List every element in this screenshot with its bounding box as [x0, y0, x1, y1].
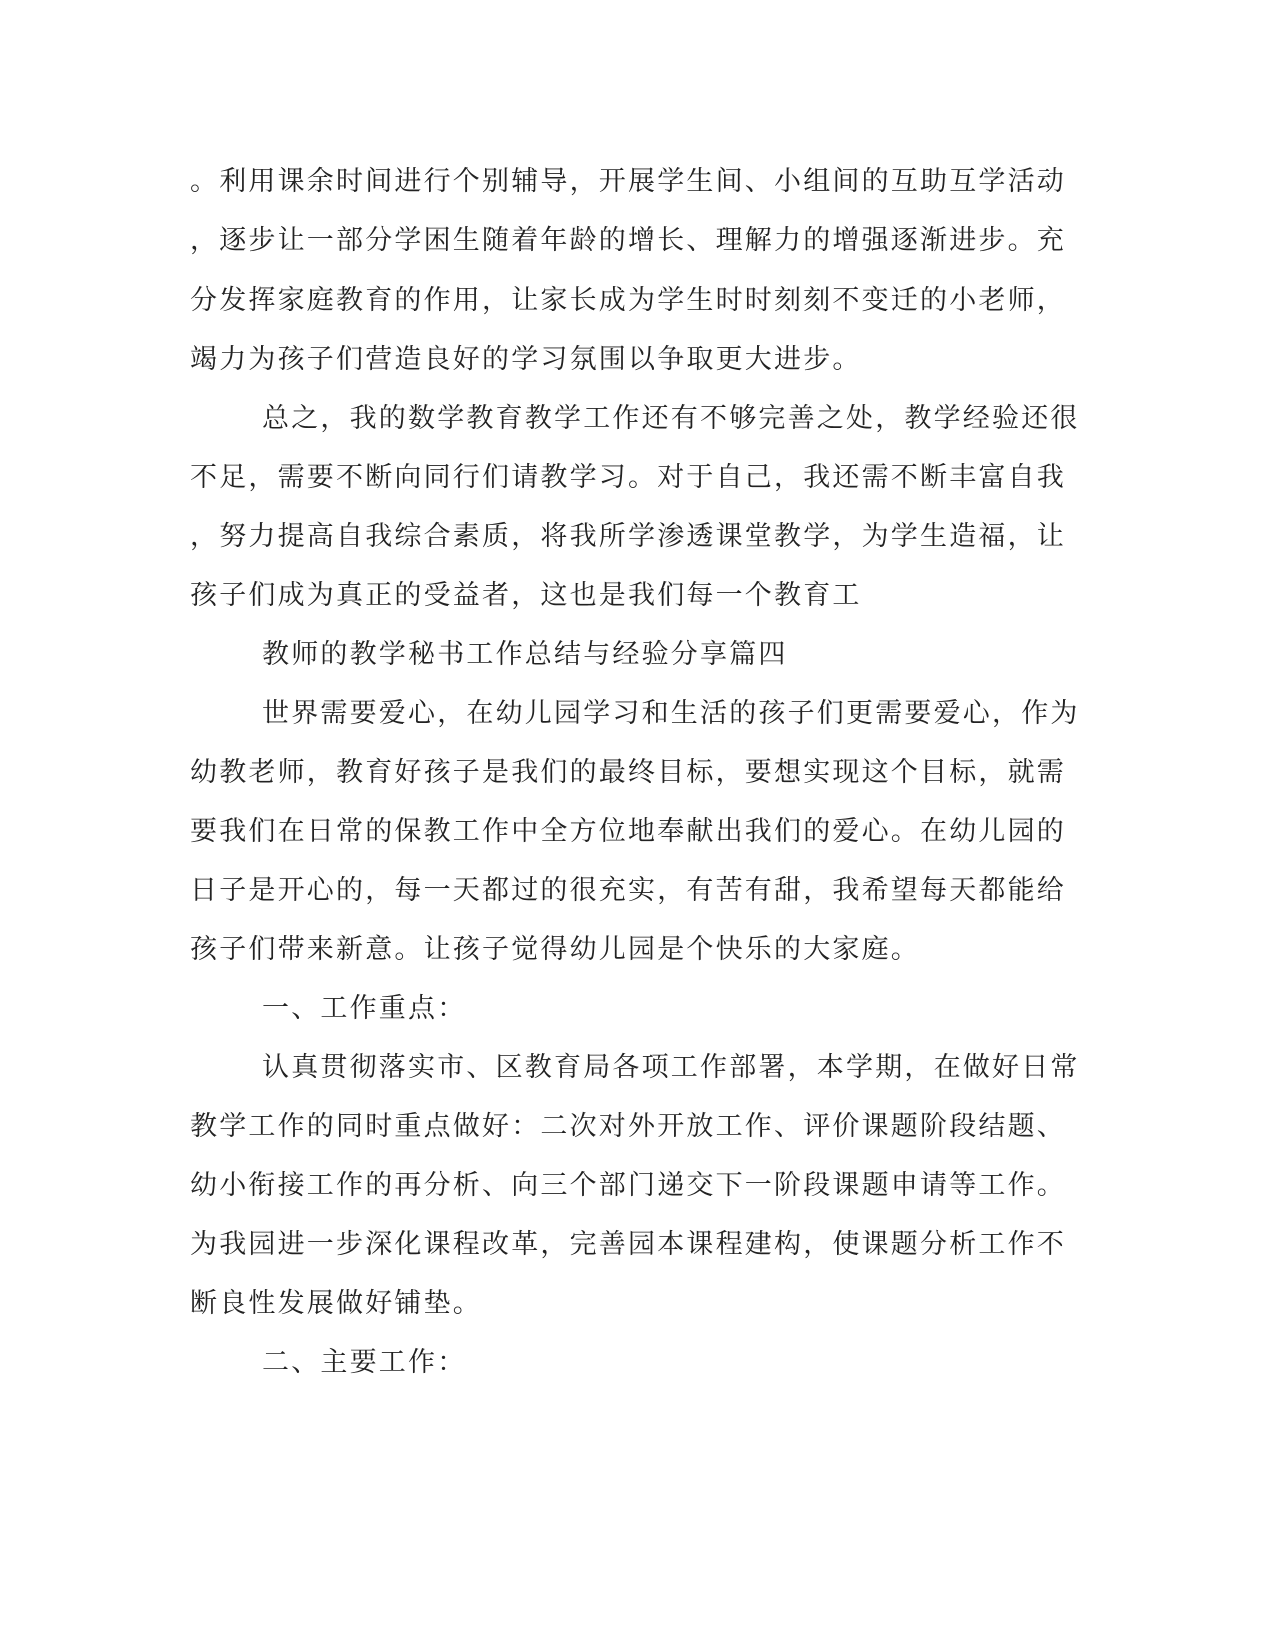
- text-line: 幼教老师，教育好孩子是我们的最终目标，要想实现这个目标，就需: [190, 757, 1066, 788]
- text-line: 孩子们带来新意。让孩子觉得幼儿园是个快乐的大家庭。: [190, 934, 920, 965]
- text-line: 竭力为孩子们营造良好的学习氛围以争取更大进步。: [190, 344, 862, 375]
- text-line: 认真贯彻落实市、区教育局各项工作部署，本学期，在做好日常: [262, 1052, 1080, 1083]
- text-line: 为我园进一步深化课程改革，完善园本课程建构，使课题分析工作不: [190, 1229, 1066, 1260]
- text-line: ，努力提高自我综合素质，将我所学渗透课堂教学，为学生造福，让: [190, 521, 1066, 552]
- text-line: 要我们在日常的保教工作中全方位地奉献出我们的爱心。在幼儿园的: [190, 816, 1066, 847]
- text-line: 世界需要爱心，在幼儿园学习和生活的孩子们更需要爱心，作为: [262, 698, 1080, 729]
- subheading: 二、主要工作：: [262, 1347, 467, 1378]
- section-heading: 教师的教学秘书工作总结与经验分享篇四: [262, 639, 788, 670]
- text-line: 幼小衔接工作的再分析、向三个部门递交下一阶段课题申请等工作。: [190, 1170, 1066, 1201]
- text-line: 孩子们成为真正的受益者，这也是我们每一个教育工: [190, 580, 862, 611]
- text-line: ，逐步让一部分学困生随着年龄的增长、理解力的增强逐渐进步。充: [190, 225, 1066, 256]
- text-line: 日子是开心的，每一天都过的很充实，有苦有甜，我希望每天都能给: [190, 875, 1066, 906]
- text-line: 不足，需要不断向同行们请教学习。对于自己，我还需不断丰富自我: [190, 462, 1066, 493]
- text-line: 。利用课余时间进行个别辅导，开展学生间、小组间的互助互学活动: [190, 166, 1066, 197]
- text-line: 总之，我的数学教育教学工作还有不够完善之处，教学经验还很: [262, 403, 1080, 434]
- text-line: 分发挥家庭教育的作用，让家长成为学生时时刻刻不变迁的小老师，: [190, 285, 1066, 316]
- text-line: 断良性发展做好铺垫。: [190, 1288, 482, 1319]
- text-line: 教学工作的同时重点做好：二次对外开放工作、评价课题阶段结题、: [190, 1111, 1066, 1142]
- subheading: 一、工作重点：: [262, 993, 467, 1024]
